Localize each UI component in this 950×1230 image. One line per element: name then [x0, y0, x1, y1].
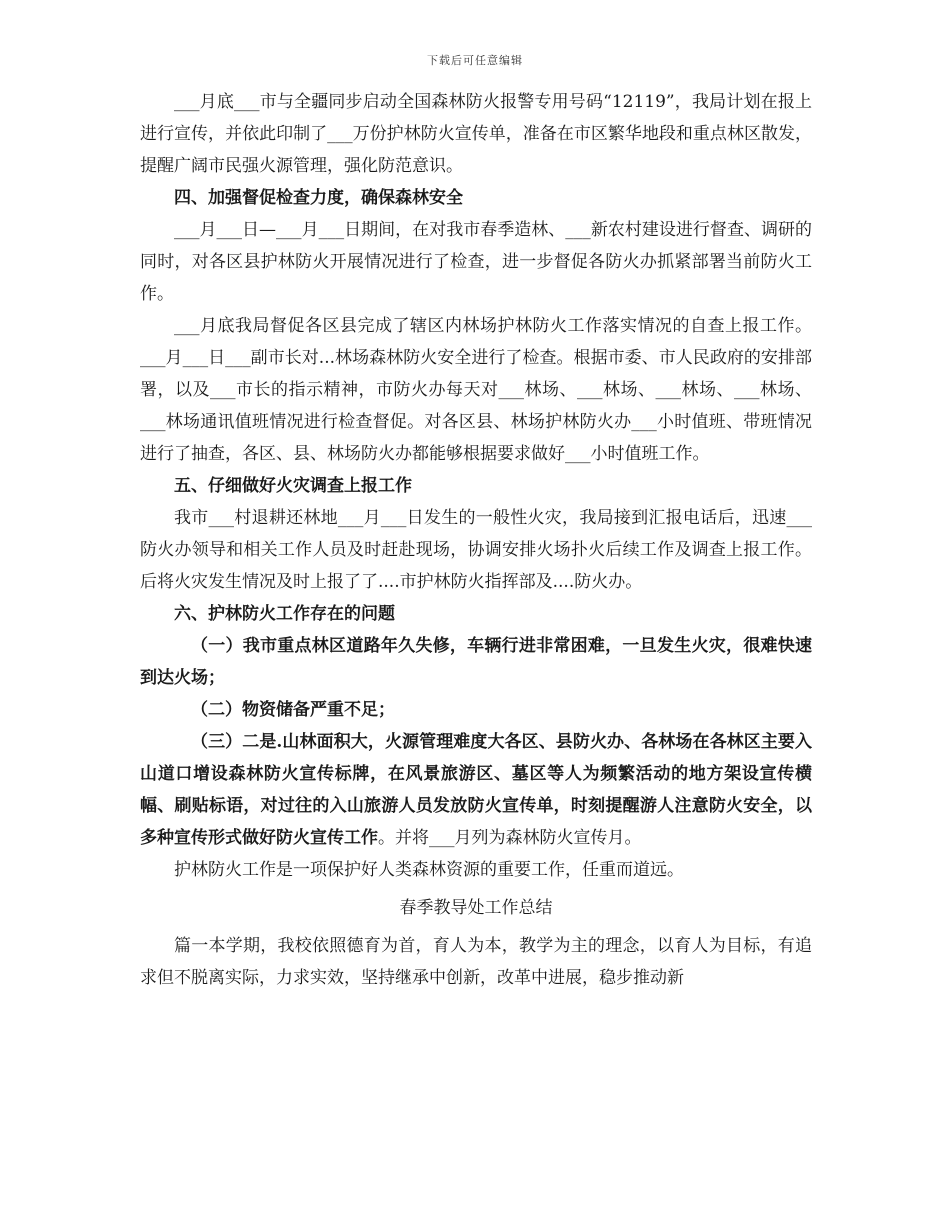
problem-item-3-tail: 。并将___月列为森林防火宣传月。: [378, 828, 642, 848]
page-header: 下载后可任意编辑: [427, 54, 523, 67]
problem-item-3-bold: （三）二是.山林面积大，火源管理难度大各区、县防火办、各林场在各林区主要入山道口增设森林防火宣传标牌，在风景旅游区、墓区等人为频繁活动的地方架设宣传横幅、刷贴标语，对过往的入山旅游人员发放防火宣传单，时刻提醒游人注意防火安全，以多种宣传形式做好防火宣传工作: [140, 732, 812, 848]
problem-item-2: （二）物资储备严重不足；: [191, 700, 395, 720]
document-body: [140, 86, 812, 994]
section-heading-6: 六、护林防火工作存在的问题: [174, 604, 395, 624]
paragraph-publicity: ___月底___市与全疆同步启动全国森林防火报警专用号码“12119”，我局计划在报上进行宣传，并依此印制了___万份护林防火宣传单，准备在市区繁华地段和重点林区散发，提醒广阔市民强火源管理，强化防范意识。: [140, 92, 812, 176]
paragraph-self-check: ___月底我局督促各区县完成了辖区内林场护林防火工作落实情况的自查上报工作。___月___日___副市长对...林场森林防火安全进行了检查。根据市委、市人民政府的安排部署，以及___市长的指示精神，市防火办每天对___林场、___林场、___林场、___林场、___林场通讯值班情况进行检查督促。对各区县、林场护林防火办___小时值班、带班情况进行了抽查，各区、县、林场防火办都能够根据要求做好___小时值班工作。: [140, 316, 812, 464]
paragraph-fire-report: 我市___村退耕还林地___月___日发生的一般性火灾，我局接到汇报电话后，迅速___防火办领导和相关工作人员及时赶赴现场，协调安排火场扑火后续工作及调查上报工作。后将火灾发生情况及时上报了了....市护林防火指挥部及....防火办。: [140, 508, 812, 592]
paragraph-inspection: ___月___日—___月___日期间，在对我市春季造林、___新农村建设进行督查、调研的同时，对各区县护林防火开展情况进行了检查，进一步督促各防火办抓紧部署当前防火工作。: [140, 220, 812, 304]
section-heading-4: 四、加强督促检查力度，确保森林安全: [174, 188, 463, 208]
problem-item-3: [140, 726, 812, 854]
paragraph-conclusion: 护林防火工作是一项保护好人类森林资源的重要工作，任重而道远。: [174, 860, 684, 880]
problem-item-1: （一）我市重点林区道路年久失修，车辆行进非常困难，一旦发生火灾，很难快速到达火场；: [140, 636, 812, 688]
paragraph-semester: 篇一本学期，我校依照德育为首，育人为本，教学为主的理念，以育人为目标，有追求但不脱离实际，力求实效，坚持继承中创新，改革中进展，稳步推动新: [140, 936, 812, 988]
document-title-2: 春季教导处工作总结: [399, 898, 553, 918]
section-heading-5: 五、仔细做好火灾调查上报工作: [174, 476, 412, 496]
